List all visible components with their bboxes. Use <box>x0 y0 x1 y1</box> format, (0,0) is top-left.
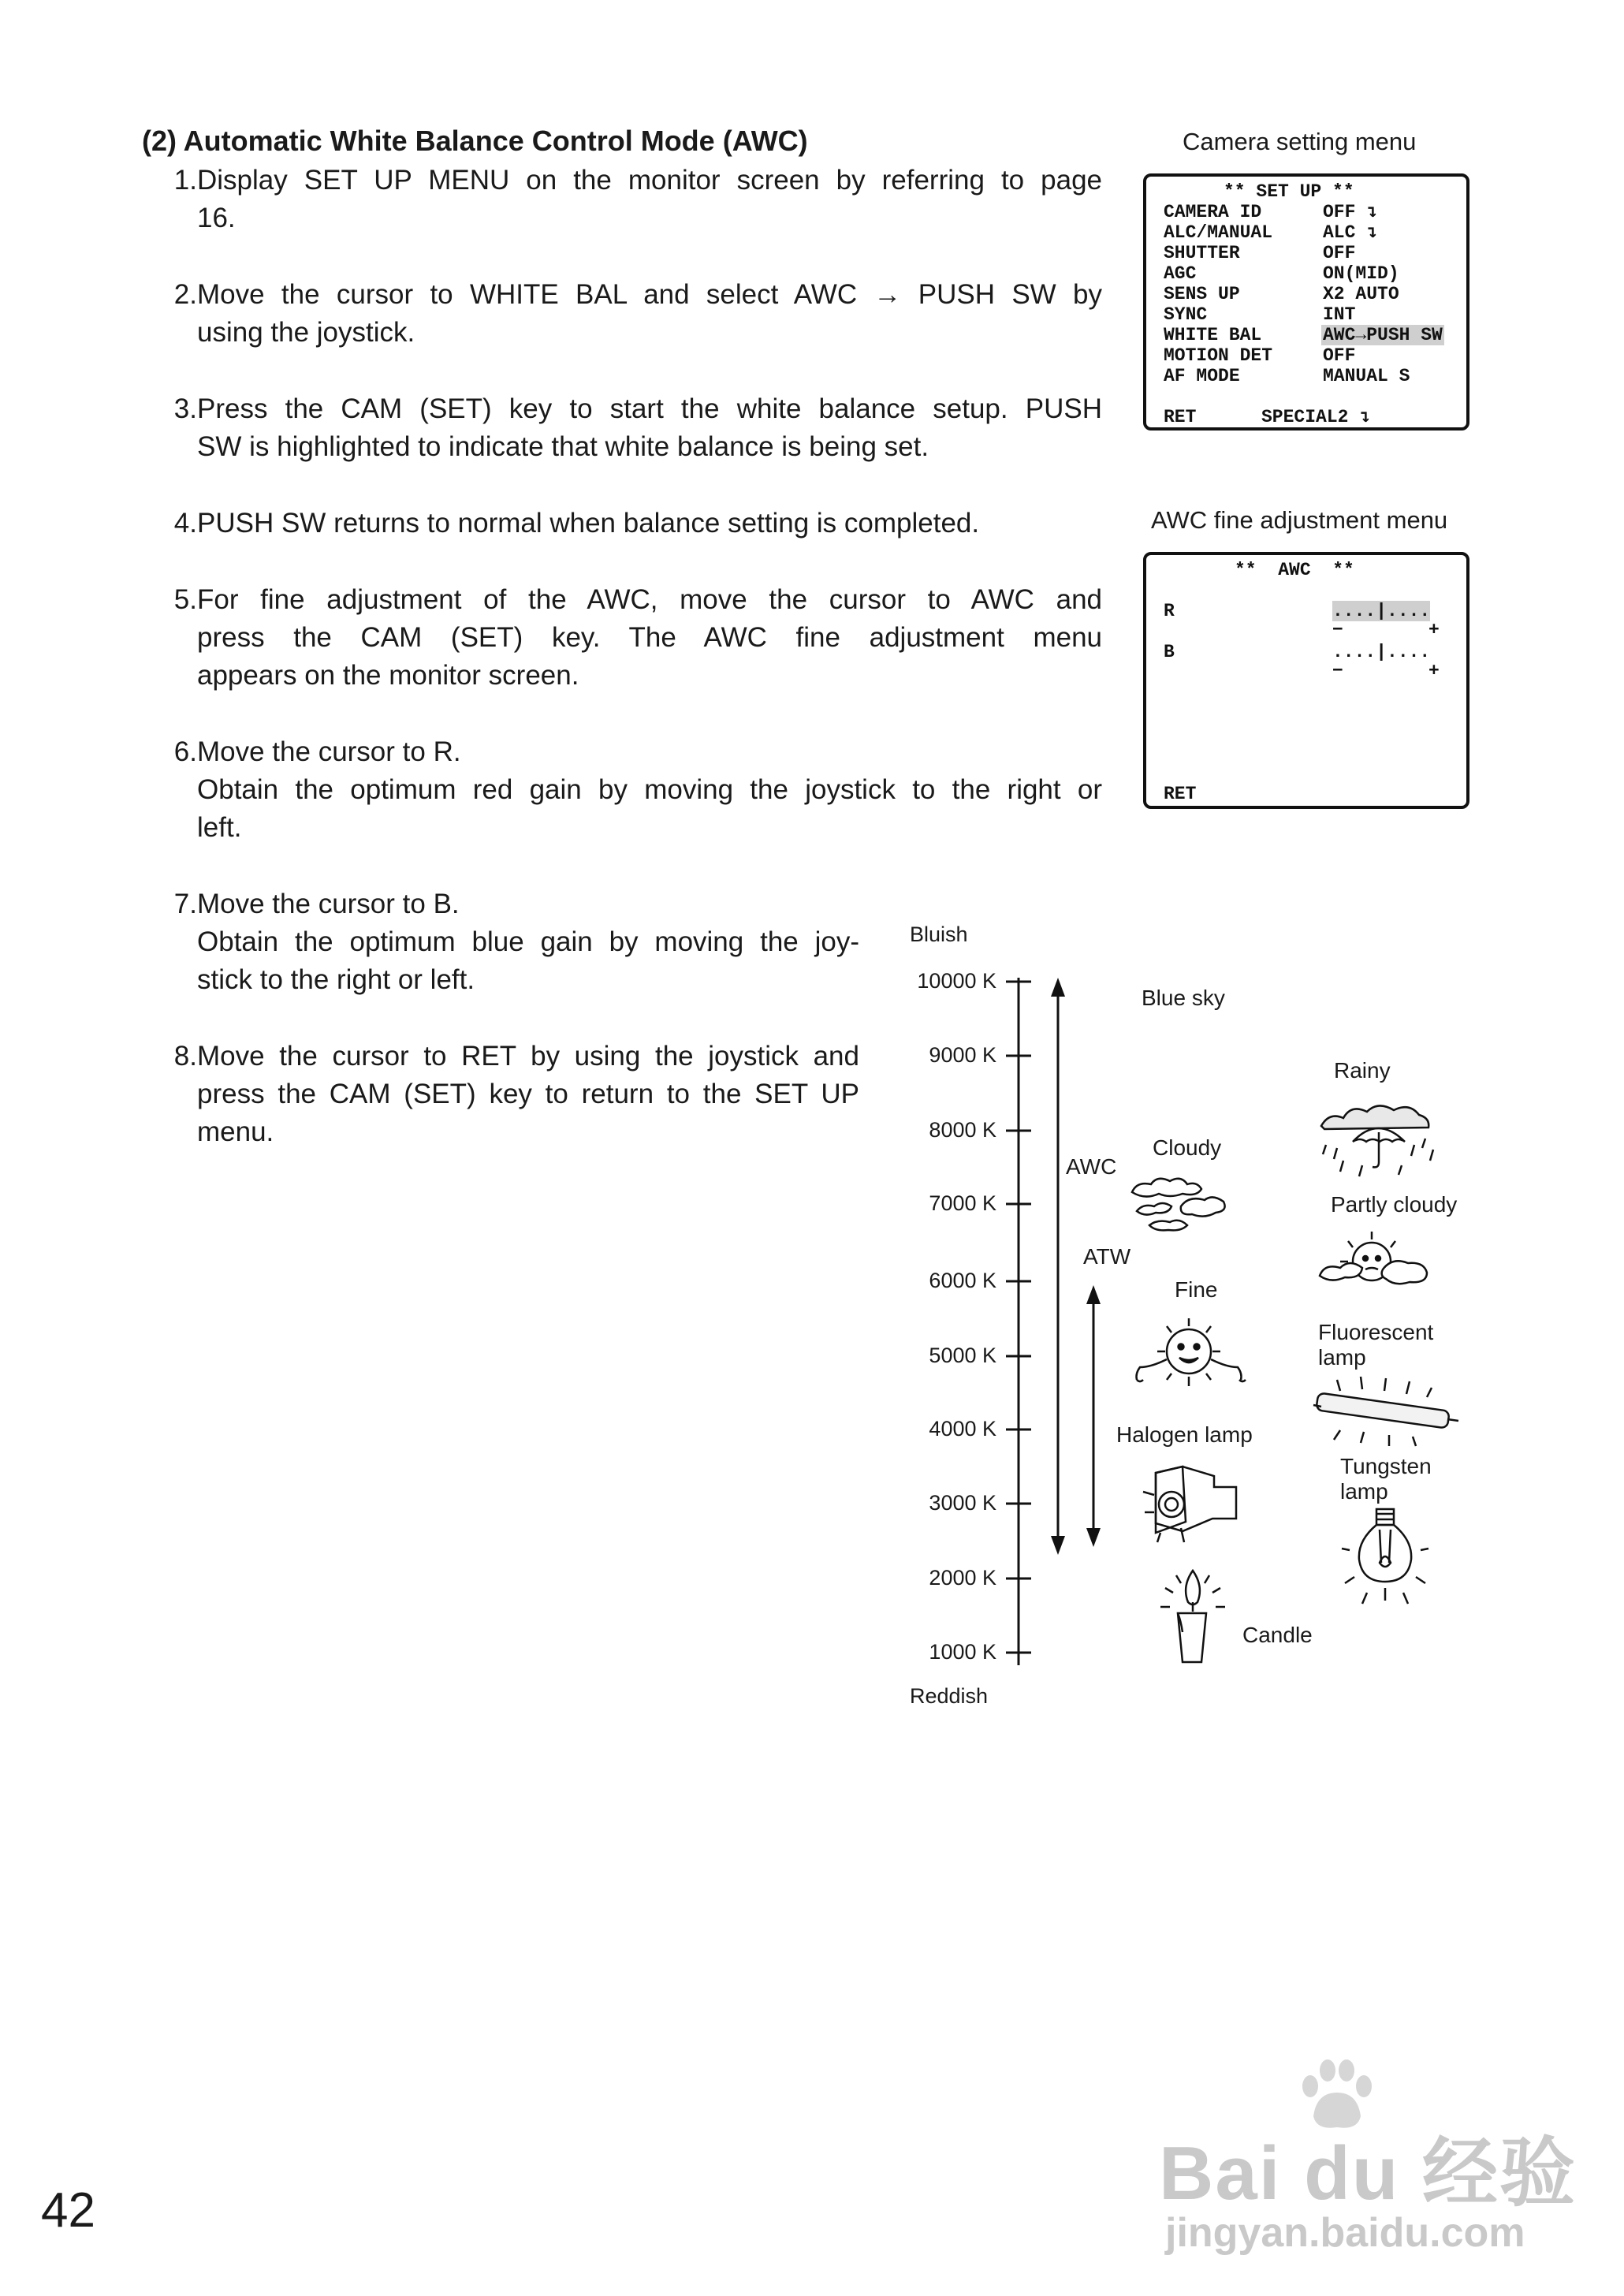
condition-label-halogen: Halogen lamp <box>1116 1422 1253 1447</box>
scale-tick-label: 9000 K <box>929 1043 996 1067</box>
awc-r-label: R <box>1164 601 1175 621</box>
tungsten-lamp-icon <box>1339 1506 1432 1612</box>
menu-label: CAMERA ID <box>1164 202 1262 222</box>
list-item: 6. Move the cursor to R. Obtain the optimum red gain by moving the joystick to the right or left. <box>142 733 197 771</box>
menu-value: OFF ↴ <box>1323 202 1378 222</box>
scale-tick-label: 5000 K <box>929 1344 996 1367</box>
awc-menu-title: ** AWC ** <box>1235 560 1354 580</box>
list-item: 8. Move the cursor to RET by using the joystick and press the CAM (SET) key to return to the SET UP menu. <box>142 1038 197 1075</box>
menu-label: MOTION DET <box>1164 345 1273 366</box>
step-number: 7. <box>173 889 197 919</box>
menu-value: MANUAL S <box>1323 366 1410 386</box>
scale-tick-label: 1000 K <box>929 1640 996 1664</box>
rainy-icon <box>1315 1098 1441 1184</box>
menu-label: SENS UP <box>1164 284 1240 304</box>
bluish-label: Bluish <box>910 922 968 946</box>
reddish-label: Reddish <box>910 1684 989 1708</box>
fluorescent-lamp-icon <box>1309 1372 1466 1448</box>
menu-special2: SPECIAL2 ↴ <box>1261 407 1371 427</box>
step-number: 5. <box>173 584 197 615</box>
condition-label-fine: Fine <box>1175 1277 1218 1302</box>
candle-icon <box>1149 1564 1236 1675</box>
list-item: 4. PUSH SW returns to normal when balance setting is completed. <box>142 505 197 542</box>
awc-b-plus: + <box>1428 661 1440 681</box>
partly-cloudy-icon <box>1315 1224 1433 1310</box>
step-number: 2. <box>173 279 197 310</box>
watermark-brand: Bai du 经验 <box>1159 2131 1577 2216</box>
list-item: 3. Press the CAM (SET) key to start the white balance setup. PUSH SW is highlighted to indicate that white balance is being set. <box>142 390 197 428</box>
condition-label-candle: Candle <box>1242 1623 1313 1647</box>
scale-tick-label: 3000 K <box>929 1491 996 1515</box>
menu-value-highlighted: AWC→PUSH SW <box>1323 325 1443 345</box>
condition-label-cloudy: Cloudy <box>1153 1135 1222 1160</box>
step-number: 1. <box>173 165 197 196</box>
menu-ret: RET <box>1164 407 1197 427</box>
menu-value: X2 AUTO <box>1323 284 1399 304</box>
awc-b-bar: ....|.... <box>1332 642 1431 662</box>
menu-label: SYNC <box>1164 304 1208 325</box>
halogen-lamp-icon <box>1140 1457 1250 1544</box>
awc-b-minus: − <box>1332 661 1343 681</box>
awc-ret: RET <box>1164 784 1197 804</box>
step-number: 8. <box>173 1041 197 1072</box>
list-item: 7. Move the cursor to B. Obtain the optimum blue gain by moving the joy- stick to the right or left. <box>142 885 197 923</box>
cloudy-icon <box>1126 1175 1233 1238</box>
watermark-url: jingyan.baidu.com <box>1165 2210 1525 2256</box>
list-item: 2. Move the cursor to WHITE BAL and select AWC → PUSH SW by using the joystick. <box>142 276 197 314</box>
section-heading: (2) Automatic White Balance Control Mode (AWC) <box>142 125 808 157</box>
step-number: 3. <box>173 393 197 424</box>
menu-value: INT <box>1323 304 1356 325</box>
scale-tick-label: 2000 K <box>929 1566 996 1590</box>
awc-range-label: AWC <box>1066 1154 1117 1179</box>
awc-menu-caption: AWC fine adjustment menu <box>1151 506 1448 534</box>
page-number: 42 <box>41 2183 95 2238</box>
menu-label: WHITE BAL <box>1164 325 1262 345</box>
menu-value: OFF <box>1323 243 1356 263</box>
condition-label-blue-sky: Blue sky <box>1142 986 1225 1010</box>
awc-b-label: B <box>1164 642 1175 662</box>
menu-value: ON(MID) <box>1323 263 1399 284</box>
setup-menu-title: ** SET UP ** <box>1224 181 1354 202</box>
list-item: 1. Display SET UP MENU on the monitor screen by referring to page 16. <box>142 162 197 199</box>
scale-tick-label: 6000 K <box>929 1269 996 1292</box>
condition-label-tungsten: Tungsten lamp <box>1340 1454 1432 1504</box>
condition-label-rainy: Rainy <box>1334 1058 1391 1083</box>
menu-label: AGC <box>1164 263 1197 284</box>
menu-value: OFF <box>1323 345 1356 366</box>
scale-tick-label: 8000 K <box>929 1118 996 1142</box>
condition-label-partly-cloudy: Partly cloudy <box>1331 1192 1458 1217</box>
step-number: 6. <box>173 736 197 767</box>
condition-label-fluorescent: Fluorescent lamp <box>1318 1320 1434 1370</box>
list-item: 5. For fine adjustment of the AWC, move the cursor to AWC and press the CAM (SET) key. The AWC fine adjustment menu appears on the monitor screen. <box>142 581 197 619</box>
awc-r-minus: − <box>1332 620 1343 640</box>
setup-menu-caption: Camera setting menu <box>1183 128 1417 155</box>
step-number: 4. <box>173 508 197 539</box>
awc-r-bar: ....|.... <box>1332 601 1431 621</box>
menu-value: ALC ↴ <box>1323 222 1378 243</box>
awc-r-plus: + <box>1428 620 1440 640</box>
scale-tick-label: 10000 K <box>917 969 996 993</box>
scale-tick-label: 7000 K <box>929 1191 996 1215</box>
menu-label: AF MODE <box>1164 366 1240 386</box>
sun-icon <box>1126 1310 1252 1397</box>
atw-range-label: ATW <box>1083 1244 1131 1269</box>
menu-label: SHUTTER <box>1164 243 1240 263</box>
scale-tick-label: 4000 K <box>929 1417 996 1441</box>
menu-label: ALC/MANUAL <box>1164 222 1273 243</box>
paw-logo-icon <box>1293 2056 1380 2132</box>
